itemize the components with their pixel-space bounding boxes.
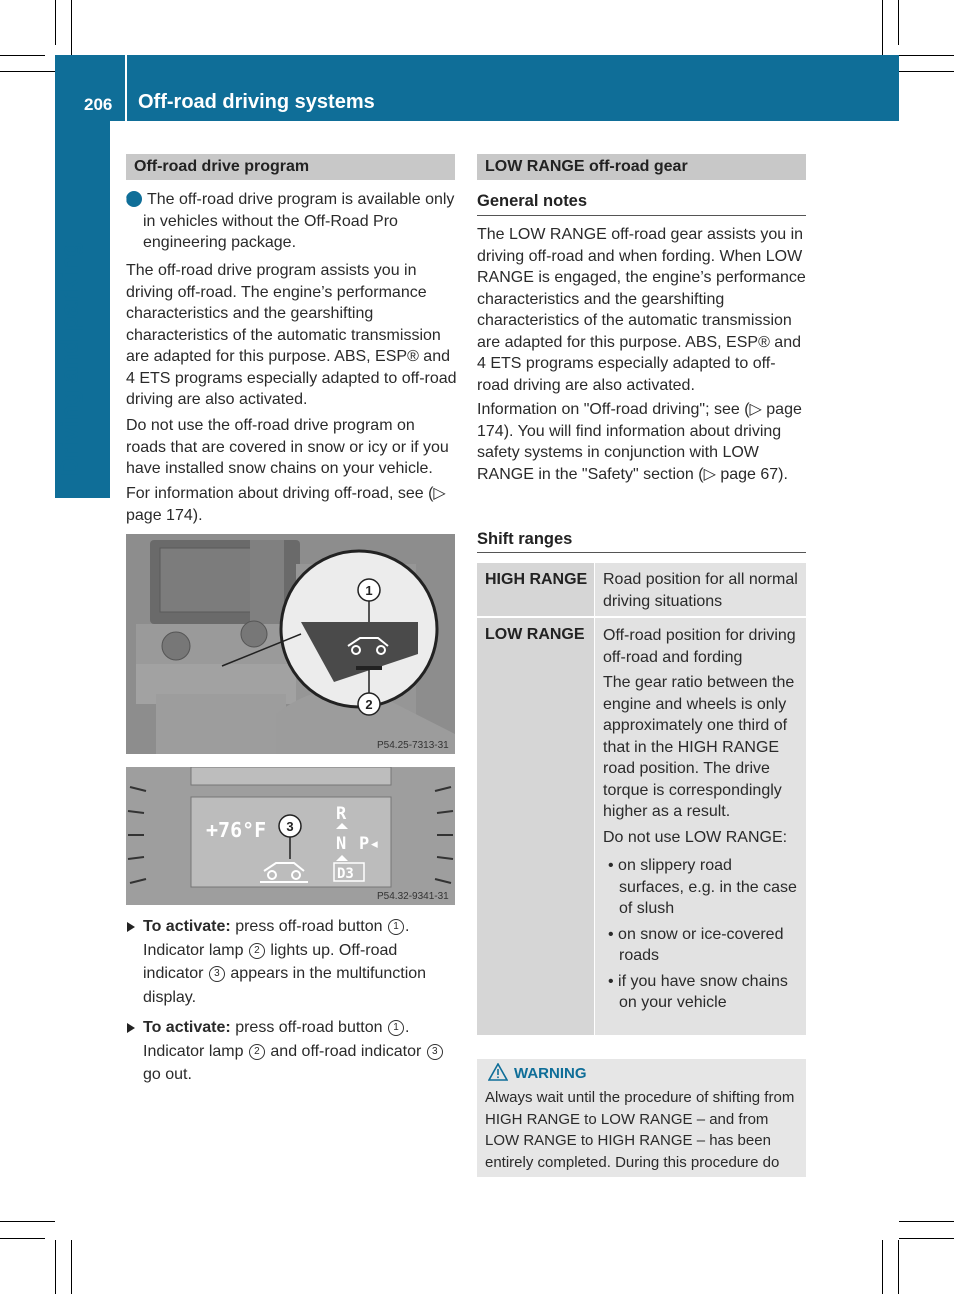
- table-row-head-cell: [477, 563, 594, 616]
- crop-mark: [899, 55, 954, 56]
- ref-1: 1: [388, 919, 404, 935]
- crop-mark: [898, 1240, 899, 1294]
- step-bullet-icon: [127, 922, 135, 932]
- crop-mark: [898, 0, 899, 45]
- instruction-step: To activate: press off-road button 1 . Indicator lamp 2 lights up. Off-road indicator 3 appears in the multifunction display.: [143, 918, 427, 1006]
- header-divider: [125, 55, 127, 121]
- display-gear-r: R: [336, 804, 347, 824]
- divider: [477, 552, 806, 553]
- crop-mark: [71, 0, 72, 55]
- display-illustration: [126, 767, 455, 905]
- crop-mark: [899, 1221, 954, 1222]
- section-title-low-range: LOW RANGE off-road gear: [477, 154, 806, 180]
- crop-mark: [899, 71, 954, 72]
- info-note-text: The off-road drive program is available only in vehicles without the Off-Road Pro engineering package.: [143, 191, 455, 251]
- figure-multifunction-display: [126, 767, 455, 905]
- figure-code: P54.32-9341-31: [377, 891, 449, 902]
- table-row-text-cell: Road position for all normal driving situations: [595, 563, 806, 616]
- callout-2: 2: [365, 697, 373, 712]
- divider: [477, 215, 806, 216]
- crop-mark: [882, 1240, 883, 1294]
- center-console-illustration: [126, 534, 455, 754]
- table-row-text-cell: Off-road position for driving off-road and fording The gear ratio between the engine and wheels is only approximately one third of that in the HIGH RANGE road position. The drive torque is correspondingly higher as a result. Do not use LOW RANGE: • on slippery road surfaces, e.g. in the case of slush • on snow or ice-covered roads • if you have snow chains on your vehicle: [595, 618, 806, 1035]
- crop-mark: [882, 0, 883, 55]
- crop-mark: [55, 0, 56, 45]
- display-gear-d3: D3: [337, 866, 354, 882]
- paragraph: Information on "Off-road driving"; see (▷ page 174). You will find information about driving safety systems in conjunction with LOW RANGE in the "Safety" section (▷ page 67).: [477, 401, 802, 483]
- row-header: LOW RANGE: [485, 626, 585, 643]
- step-label: To activate:: [143, 918, 231, 935]
- display-temperature: +76°F: [206, 818, 267, 842]
- crop-mark: [55, 1240, 56, 1294]
- subheading-shift-ranges: Shift ranges: [477, 530, 573, 548]
- crop-mark: [899, 1238, 954, 1239]
- step-bullet-icon: [127, 1023, 135, 1033]
- table-row-head-cell: [477, 618, 594, 1035]
- figure-code: P54.25-7313-31: [377, 740, 449, 751]
- page-title: Off-road driving systems: [138, 91, 375, 113]
- crop-mark: [0, 1238, 45, 1239]
- warning-icon: [488, 1063, 508, 1081]
- instruction-step: To activate: press off-road button 1 . Indicator lamp 2 and off-road indicator 3 go out.: [143, 1016, 455, 1087]
- paragraph: Do not use the off-road drive program on roads that are covered in snow or icy or if you have installed snow chains on your vehicle.: [126, 417, 449, 477]
- step-label: To activate:: [143, 1019, 231, 1036]
- list-item: • on snow or ice-covered roads: [608, 925, 784, 964]
- row-header: HIGH RANGE: [485, 571, 588, 588]
- crop-mark: [0, 1221, 55, 1222]
- ref-3: 3: [209, 966, 225, 982]
- paragraph: For information about driving off-road, see (▷ page 174).: [126, 485, 446, 524]
- ref-2: 2: [249, 943, 265, 959]
- paragraph: The LOW RANGE off-road gear assists you in driving off-road and when fording. When LOW RANGE is engaged, the engine’s performance characteristics and the gearshifting characteristics of the automatic transmission are adapted for this purpose. ABS, ESP® and 4 ETS programs especially adapted to off-road driving are also activated.: [477, 226, 806, 394]
- callout-1: 1: [365, 583, 373, 598]
- list-item: • on slippery road surfaces, e.g. in the case of slush: [608, 857, 797, 917]
- list-item: • if you have snow chains on your vehicle: [608, 972, 788, 1011]
- crop-mark: [71, 1240, 72, 1294]
- section-title-offroad-program: Off-road drive program: [126, 154, 455, 180]
- subheading-general-notes: General notes: [477, 192, 588, 210]
- crop-mark: [0, 55, 45, 56]
- warning-text: Always wait until the procedure of shifting from HIGH RANGE to LOW RANGE – and from LOW RANGE to HIGH RANGE – has been entirely completed. During this procedure do: [485, 1089, 795, 1171]
- warning-heading: WARNING: [488, 1063, 587, 1082]
- paragraph: The off-road drive program assists you in driving off-road. The engine’s performance characteristics and the gearshifting characteristics of the automatic transmission are adapted for this purpose. ABS, ESP® and 4 ETS programs especially adapted to off-road driving are also activated.: [126, 262, 457, 408]
- figure-center-console: [126, 534, 455, 754]
- info-note: [123, 189, 456, 254]
- display-gear-p: P◂: [359, 834, 380, 854]
- callout-3: 3: [286, 819, 294, 834]
- display-gear-n: N: [336, 834, 347, 854]
- side-tab-label: Driving and parking: [56, 241, 84, 476]
- page-number: 206: [84, 95, 113, 114]
- crop-mark: [0, 71, 55, 72]
- ref-2: 2: [249, 1044, 265, 1060]
- ref-1: 1: [388, 1020, 404, 1036]
- ref-3: 3: [427, 1044, 443, 1060]
- info-icon: i: [126, 191, 142, 207]
